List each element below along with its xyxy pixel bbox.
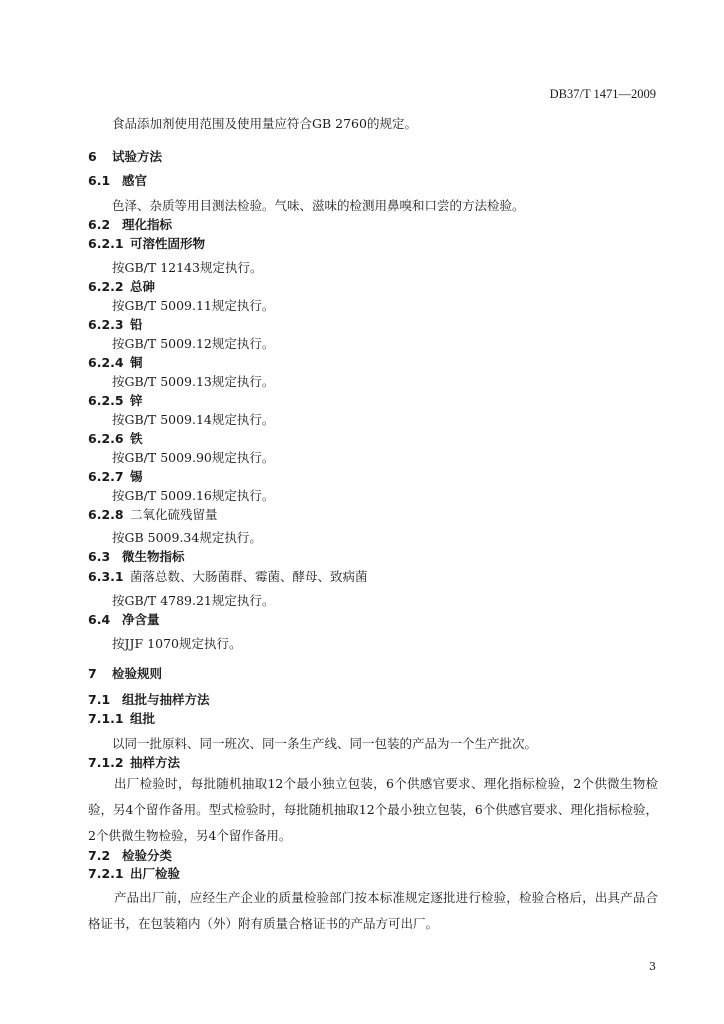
text-line: 按GB/T 5009.16规定执行。 [112,488,275,503]
heading-6-2-1: 6.2.1 可溶性固形物 [88,236,206,251]
heading-6-2-2: 6.2.2 总砷 [88,279,156,294]
sampling-paragraph: 出厂检验时，每批随机抽取12个最小独立包装，6个供感官要求、理化指标检验，2个供微生物检验，另4个留作备用。型式检验时，每批随机抽取12个最小独立包装，6个供感官要求、理化指标检验，2个供微生物检验，另4个留作备用。 [88,776,658,843]
text-line: 按GB/T 5009.14规定执行。 [112,412,275,427]
text-line: 按GB/T 5009.13规定执行。 [112,374,275,389]
heading-6-4: 6.4 净含量 [88,612,160,627]
text-line: 按GB/T 4789.21规定执行。 [112,593,275,608]
heading-6-2: 6.2 理化指标 [88,217,173,232]
text-line: 按GB/T 5009.90规定执行。 [112,450,275,465]
heading-6-2-3: 6.2.3 铅 [88,317,143,332]
heading-6-2-8: 6.2.8 二氧化硫残留量 [88,507,218,522]
heading-7-2-1: 7.2.1 出厂检验 [88,866,181,881]
heading-7-1-1: 7.1.1 组批 [88,711,156,726]
heading-6-3: 6.3 微生物指标 [88,549,185,564]
heading-7-2: 7.2 检验分类 [88,848,173,863]
heading-6-2-7: 6.2.7 锡 [88,469,143,484]
text-line: 以同一批原料、同一班次、同一条生产线、同一包装的产品为一个生产批次。 [112,736,538,751]
factory-inspection-paragraph: 产品出厂前，应经生产企业的质量检验部门按本标准规定逐批进行检验，检验合格后，出具产品合格证书，在包装箱内（外）附有质量合格证书的产品方可出厂。 [88,890,658,931]
heading-7-1-2: 7.1.2 抽样方法 [88,755,181,770]
text-line: 按JJF 1070规定执行。 [112,636,242,651]
header-standard-code: DB37/T 1471—2009 [549,87,656,101]
heading-7: 7 检验规则 [88,666,163,681]
heading-6-3-1: 6.3.1 菌落总数、大肠菌群、霉菌、酵母、致病菌 [88,569,368,584]
page-number: 3 [649,960,656,973]
text-line: 按GB/T 5009.11规定执行。 [112,298,275,313]
text-line: 食品添加剂使用范围及使用量应符合GB 2760的规定。 [112,116,417,131]
heading-6-2-5: 6.2.5 锌 [88,393,143,408]
heading-6-2-6: 6.2.6 铁 [88,431,143,446]
text-line: 按GB 5009.34规定执行。 [112,530,262,545]
text-line: 按GB/T 5009.12规定执行。 [112,336,275,351]
heading-6-2-4: 6.2.4 铜 [88,355,143,370]
heading-7-1: 7.1 组批与抽样方法 [88,692,210,707]
text-line: 按GB/T 12143规定执行。 [112,260,263,275]
heading-6-1: 6.1 感官 [88,173,148,188]
heading-6: 6 试验方法 [88,149,163,164]
text-line: 色泽、杂质等用目测法检验。气味、滋味的检测用鼻嗅和口尝的方法检验。 [112,198,525,213]
